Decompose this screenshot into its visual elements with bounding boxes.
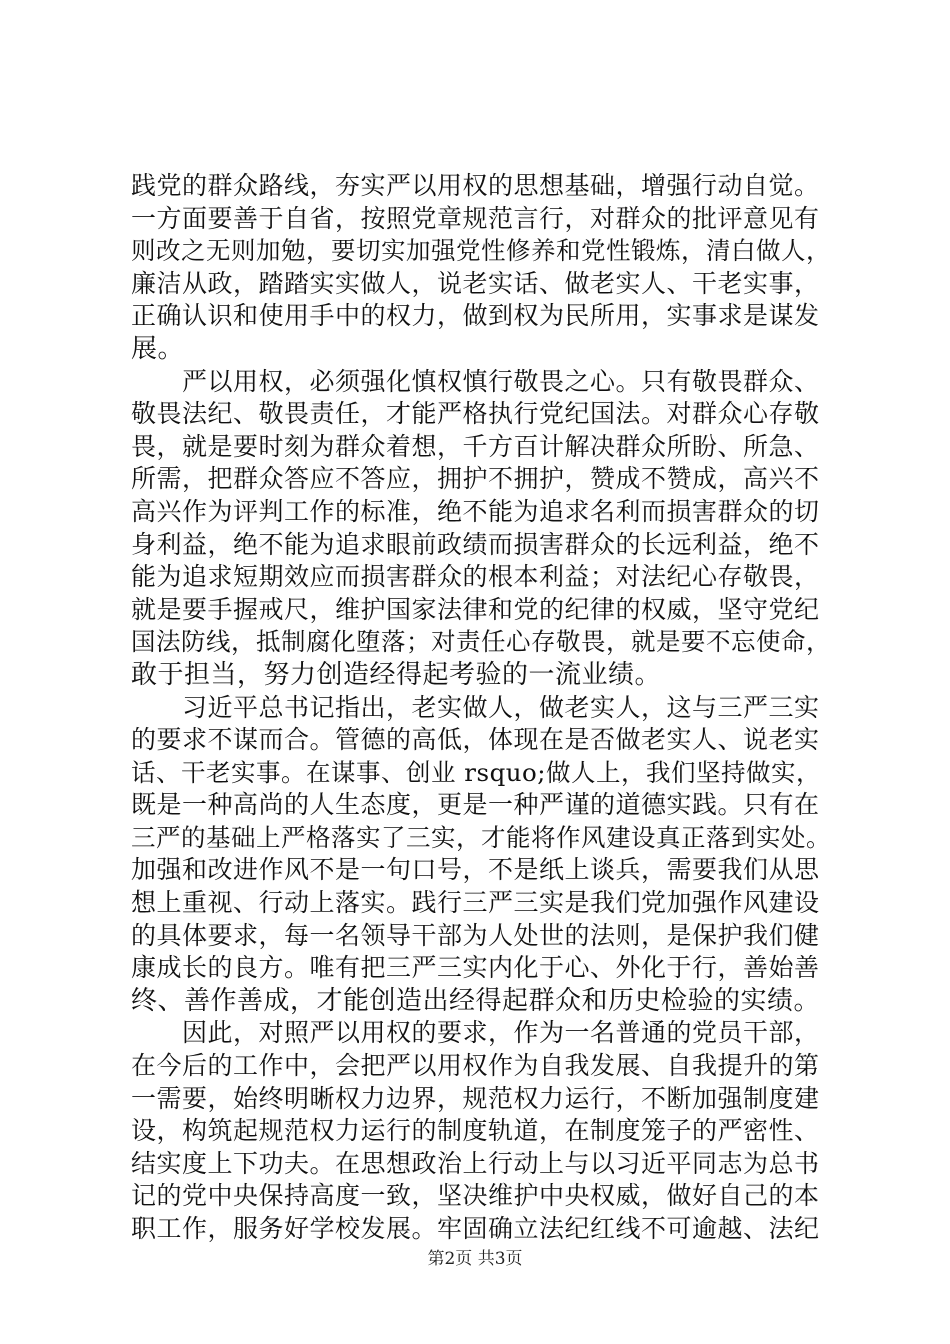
text-line: 一需要，始终明晰权力边界，规范权力运行，不断加强制度建 xyxy=(131,1083,820,1113)
text-line: 既是一种高尚的人生态度，更是一种严谨的道德实践。只有在 xyxy=(131,790,820,820)
text-line: 展。 xyxy=(131,333,185,364)
text-line: 终、善作善成，才能创造出经得起群众和历史检验的实绩。 xyxy=(131,985,821,1016)
text-line: 国法防线，抵制腐化堕落；对责任心存敬畏，就是要不忘使命， xyxy=(131,627,831,657)
page-footer: 第2页 共3页 xyxy=(427,1249,523,1269)
text-line: 三严的基础上严格落实了三实，才能将作风建设真正落到实处。 xyxy=(131,822,831,852)
text-line: 加强和改进作风不是一句口号，不是纸上谈兵，需要我们从思 xyxy=(131,855,820,885)
text-line: 身利益，绝不能为追求眼前政绩而损害群众的长远利益，绝不 xyxy=(131,529,820,559)
text-line: 职工作，服务好学校发展。牢固确立法纪红线不可逾越、法纪 xyxy=(131,1214,820,1243)
text-line: 康成长的良方。唯有把三严三实内化于心、外化于行，善始善 xyxy=(131,953,820,983)
text-line: 能为追求短期效应而损害群众的根本利益；对法纪心存敬畏， xyxy=(131,562,820,592)
text-line: 习近平总书记指出，老实做人，做老实人，这与三严三实 xyxy=(131,692,820,722)
text-line: 一方面要善于自省，按照党章规范言行，对群众的批评意见有 xyxy=(131,203,820,233)
text-line: 因此，对照严以用权的要求，作为一名普通的党员干部， xyxy=(131,1018,820,1048)
text-line: 话、干老实事。在谋事、创业 rsquo;做人上，我们坚持做实， xyxy=(131,757,822,787)
text-line: 所需，把群众答应不答应，拥护不拥护，赞成不赞成，高兴不 xyxy=(131,464,820,494)
text-line: 的具体要求，每一名领导干部为人处世的法则，是保护我们健 xyxy=(131,920,820,950)
text-line: 畏，就是要时刻为群众着想，千方百计解决群众所盼、所急、 xyxy=(131,431,820,461)
text-line: 设，构筑起规范权力运行的制度轨道，在制度笼子的严密性、 xyxy=(131,1116,820,1146)
text-line: 结实度上下功夫。在思想政治上行动上与以习近平同志为总书 xyxy=(131,1148,820,1178)
text-line: 想上重视、行动上落实。践行三严三实是我们党加强作风建设 xyxy=(131,888,820,918)
text-line: 的要求不谋而合。管德的高低，体现在是否做老实人、说老实 xyxy=(131,725,820,755)
document-body xyxy=(131,170,831,1246)
text-line: 则改之无则加勉，要切实加强党性修养和党性锻炼，清白做人， xyxy=(131,236,831,266)
text-line: 就是要手握戒尺，维护国家法律和党的纪律的权威，坚守党纪 xyxy=(131,594,820,624)
text-line: 在今后的工作中，会把严以用权作为自我发展、自我提升的第 xyxy=(131,1051,820,1081)
text-line: 敬畏法纪、敬畏责任，才能严格执行党纪国法。对群众心存敬 xyxy=(131,399,820,429)
text-line: 敢于担当，努力创造经得起考验的一流业绩。 xyxy=(131,659,662,690)
text-line: 践党的群众路线，夯实严以用权的思想基础，增强行动自觉。 xyxy=(131,171,820,200)
text-line: 高兴作为评判工作的标准，绝不能为追求名利而损害群众的切 xyxy=(131,496,820,526)
text-line: 严以用权，必须强化慎权慎行敬畏之心。只有敬畏群众、 xyxy=(131,366,820,396)
text-line: 正确认识和使用手中的权力，做到权为民所用，实事求是谋发 xyxy=(131,301,820,331)
text-line: 记的党中央保持高度一致，坚决维护中央权威，做好自己的本 xyxy=(131,1181,820,1211)
text-line: 廉洁从政，踏踏实实做人，说老实话、做老实人、干老实事， xyxy=(131,268,820,298)
